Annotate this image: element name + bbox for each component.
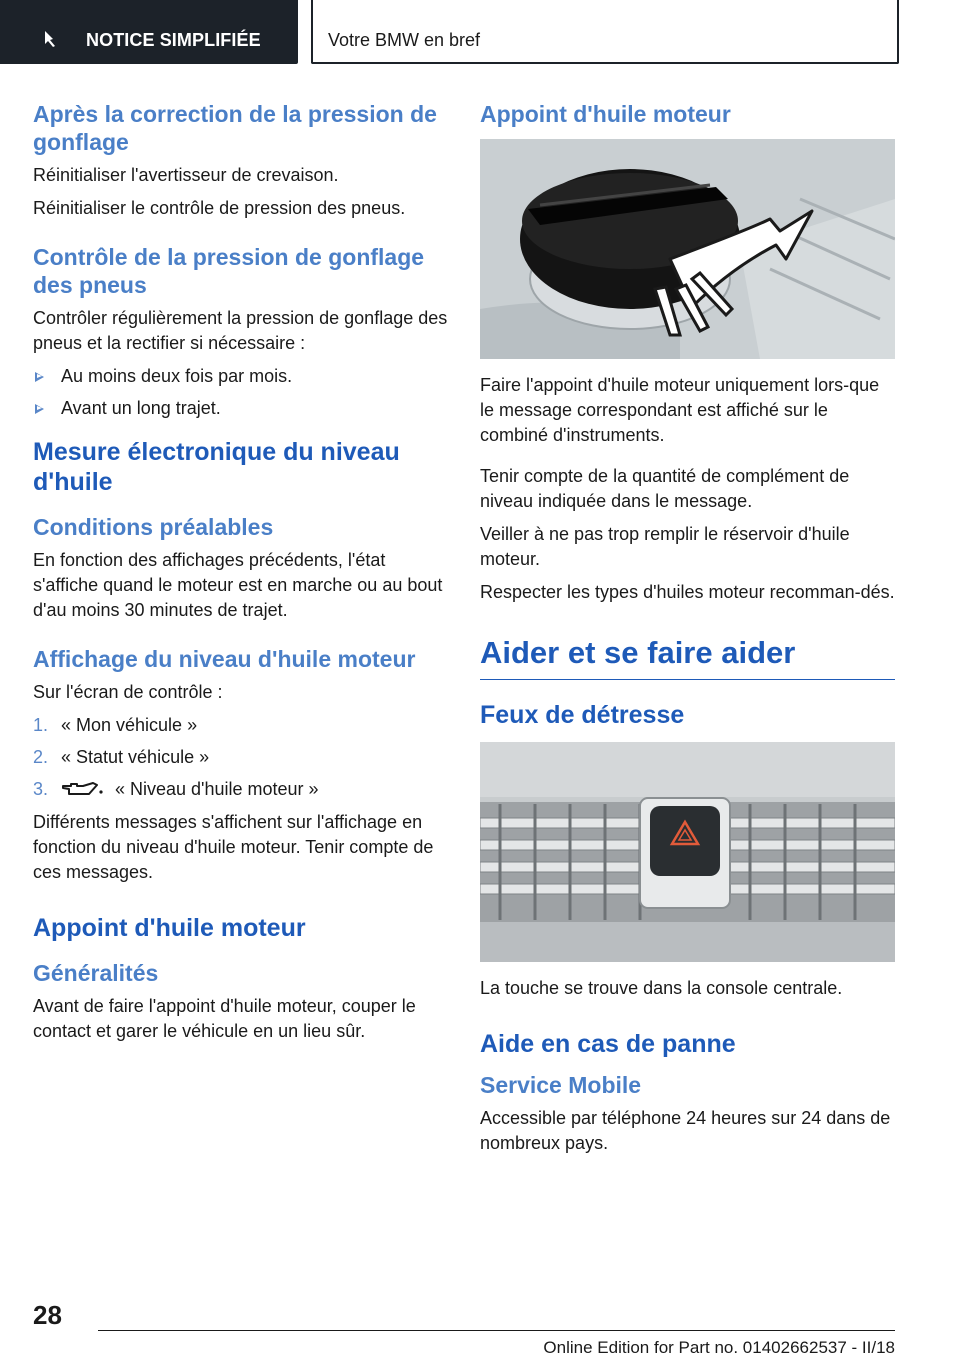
edition-note: Online Edition for Part no. 01402662537 - II/18 bbox=[543, 1338, 895, 1357]
hazard-button-figure bbox=[480, 742, 895, 962]
paragraph: Accessible par téléphone 24 heures sur 24 dans de nombreux pays. bbox=[480, 1108, 891, 1153]
heading-breakdown-help: Aide en cas de panne bbox=[480, 1030, 736, 1058]
paragraph: Respecter les types d'huiles moteur recomman-dés. bbox=[480, 582, 895, 602]
heading-oil-refill: Appoint d'huile moteur bbox=[33, 914, 306, 942]
oil-can-icon bbox=[61, 780, 105, 798]
section-label: NOTICE SIMPLIFIÉE bbox=[86, 30, 261, 50]
heading-pressure-check: Contrôle de la pression de gonflage des pneus bbox=[33, 244, 425, 298]
paragraph: Différents messages s'affichent sur l'affichage en fonction du niveau d'huile moteur. Tenir compte de ces messages. bbox=[33, 812, 434, 882]
pointer-hand-icon bbox=[42, 29, 62, 49]
heading-help: Aider et se faire aider bbox=[480, 633, 895, 680]
section-tab bbox=[0, 0, 298, 64]
paragraph: Tenir compte de la quantité de complément de niveau indiquée dans le message. bbox=[480, 466, 850, 511]
paragraph: La touche se trouve dans la console centrale. bbox=[480, 978, 843, 998]
paragraph: Faire l'appoint d'huile moteur uniquement lors-que le message correspondant est affiché sur le combiné d'instruments. bbox=[480, 375, 880, 445]
footer-divider bbox=[98, 1330, 895, 1331]
list-item: 1. « Mon véhicule » bbox=[33, 715, 198, 735]
list-item: 2. « Statut véhicule » bbox=[33, 747, 210, 767]
chapter-tab bbox=[311, 0, 899, 64]
left-column bbox=[33, 100, 449, 1052]
bullet-list bbox=[33, 364, 449, 421]
right-column bbox=[480, 100, 895, 1164]
page-header bbox=[0, 0, 960, 66]
heading-hazard-lights: Feux de détresse bbox=[480, 701, 685, 729]
page-number: 28 bbox=[33, 1300, 62, 1330]
heading-preconditions: Conditions préalables bbox=[33, 514, 274, 540]
paragraph: Contrôler régulièrement la pression de gonflage des pneus et la rectifier si nécessaire : bbox=[33, 308, 448, 353]
paragraph: En fonction des affichages précédents, l'état s'affiche quand le moteur est en marche ou au bout d'au moins 30 minutes de trajet. bbox=[33, 550, 443, 620]
paragraph: Sur l'écran de contrôle : bbox=[33, 682, 223, 702]
oil-cap-figure bbox=[480, 139, 895, 359]
paragraph: Réinitialiser l'avertisseur de crevaison. bbox=[33, 165, 339, 185]
paragraph: Avant de faire l'appoint d'huile moteur, couper le contact et garer le véhicule en un lieu sûr. bbox=[33, 996, 416, 1041]
paragraph: Réinitialiser le contrôle de pression des pneus. bbox=[33, 198, 406, 218]
paragraph: Veiller à ne pas trop remplir le réservoir d'huile moteur. bbox=[480, 524, 850, 569]
heading-oil-refill: Appoint d'huile moteur bbox=[480, 101, 731, 127]
heading-oil-measurement: Mesure électronique du niveau d'huile bbox=[33, 438, 400, 496]
heading-after-correction: Après la correction de la pression de gonflage bbox=[33, 101, 437, 155]
heading-oil-display: Affichage du niveau d'huile moteur bbox=[33, 646, 416, 672]
triangle-bullet-icon bbox=[35, 372, 44, 382]
chapter-label: Votre BMW en bref bbox=[328, 30, 481, 50]
triangle-bullet-icon bbox=[35, 404, 44, 414]
heading-general: Généralités bbox=[33, 960, 159, 986]
heading-mobile-service: Service Mobile bbox=[480, 1072, 642, 1098]
list-item: Avant un long trajet. bbox=[33, 396, 449, 421]
numbered-list bbox=[33, 713, 449, 802]
list-item: Au moins deux fois par mois. bbox=[33, 364, 449, 389]
list-item: 3. « Niveau d'huile moteur » bbox=[33, 779, 319, 799]
